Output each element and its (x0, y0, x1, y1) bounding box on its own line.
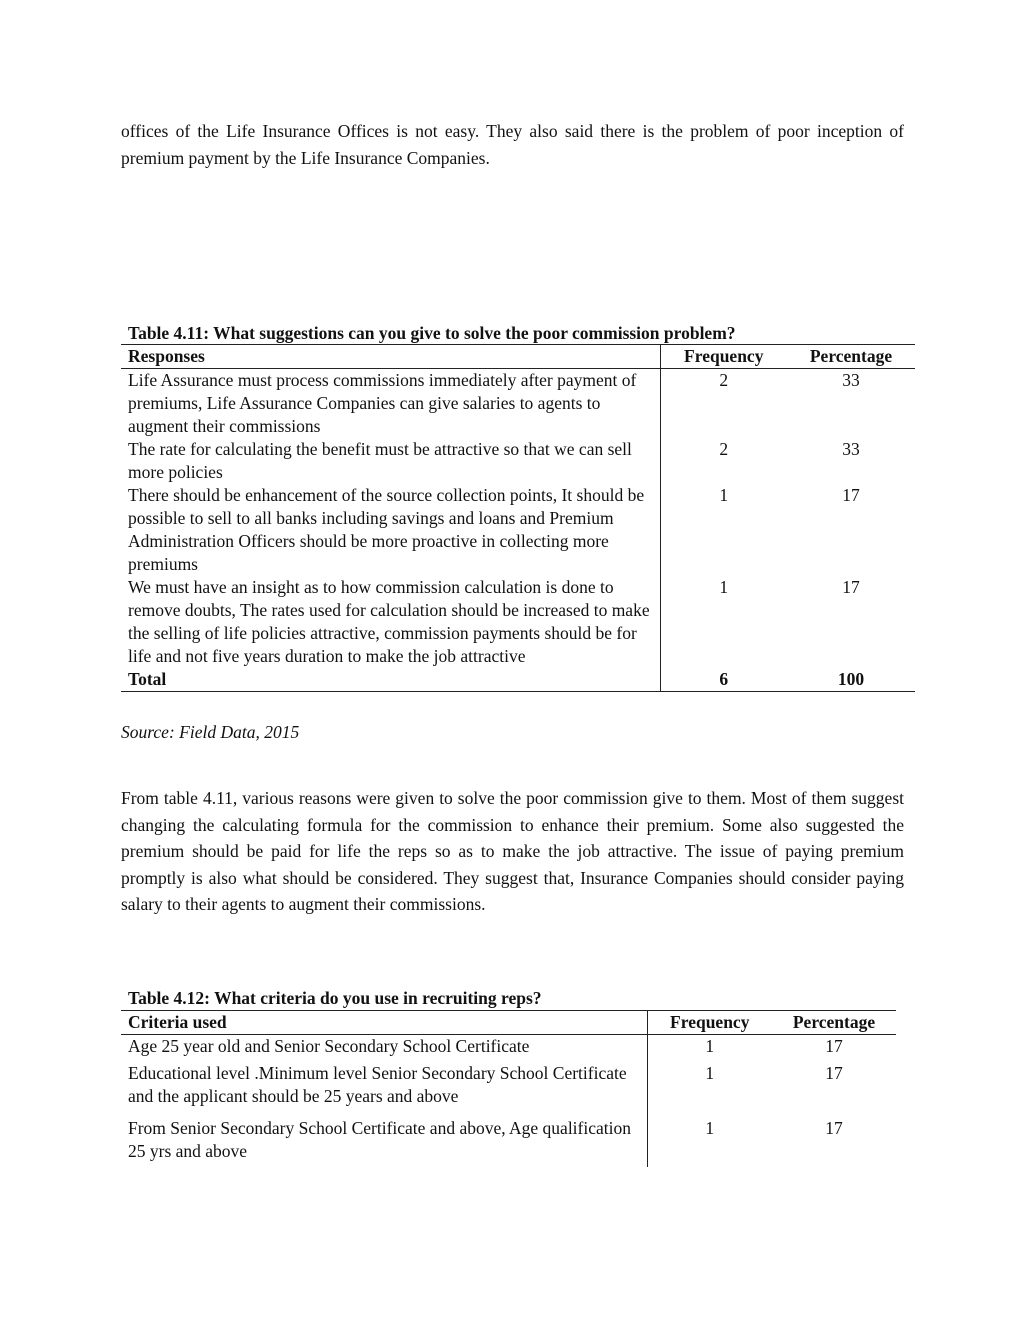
total-frequency: 6 (719, 669, 729, 689)
frequency-cell: 1 (705, 1036, 715, 1056)
percentage-cell: 17 (842, 577, 860, 597)
table-4-11 (121, 344, 915, 692)
table-header-row (121, 345, 915, 369)
response-cell: There should be enhancement of the source collection points, It should be possible to sell to all banks including savings and loans and Premium Administration Officers should be more proactive in collecting more premiums (121, 484, 660, 576)
percentage-cell: 17 (825, 1036, 843, 1056)
percentage-cell: 17 (825, 1118, 843, 1138)
table-4-11-caption: Table 4.11: What suggestions can you give to solve the poor commission problem? (128, 323, 736, 343)
table-row (121, 1058, 896, 1108)
table-row (121, 576, 915, 668)
criteria-cell: From Senior Secondary School Certificate and above, Age qualification 25 yrs and above (121, 1108, 647, 1167)
response-cell: The rate for calculating the benefit must be attractive so that we can sell more policies (121, 438, 660, 484)
header-percentage: Percentage (787, 345, 915, 369)
table-4-12 (121, 1010, 896, 1167)
frequency-cell: 1 (705, 1118, 715, 1138)
total-row (121, 668, 915, 692)
header-responses: Responses (121, 345, 660, 369)
percentage-cell: 33 (842, 370, 860, 390)
table-row (121, 369, 915, 439)
table-row (121, 438, 915, 484)
table-header-row (121, 1011, 896, 1035)
header-percentage: Percentage (772, 1011, 896, 1035)
frequency-cell: 1 (705, 1063, 715, 1083)
response-cell: Life Assurance must process commissions immediately after payment of premiums, Life Assurance Companies can give salaries to agents to augment their commissions (121, 369, 660, 439)
header-criteria: Criteria used (121, 1011, 647, 1035)
total-percentage: 100 (837, 669, 865, 689)
total-label: Total (121, 668, 660, 692)
table-row (121, 1108, 896, 1167)
percentage-cell: 17 (842, 485, 860, 505)
table-source: Source: Field Data, 2015 (121, 722, 300, 742)
frequency-cell: 2 (719, 439, 729, 459)
percentage-cell: 33 (842, 439, 860, 459)
percentage-cell: 17 (825, 1063, 843, 1083)
table-4-12-caption: Table 4.12: What criteria do you use in recruiting reps? (128, 988, 542, 1008)
frequency-cell: 1 (719, 485, 729, 505)
frequency-cell: 2 (719, 370, 729, 390)
frequency-cell: 1 (719, 577, 729, 597)
header-frequency: Frequency (660, 345, 787, 369)
paragraph-analysis: From table 4.11, various reasons were given to solve the poor commission give to them. Most of them suggest changing the calculating formula for the commission to enhance their premium. Some also suggested the premium should be paid for life the reps so as to make the job attractive. The issue of paying premium promptly is also what should be considered. They suggest that, Insurance Companies should consider paying salary to their agents to augment their commissions. (121, 788, 904, 914)
criteria-cell: Educational level .Minimum level Senior Secondary School Certificate and the applicant should be 25 years and above (121, 1058, 647, 1108)
criteria-cell: Age 25 year old and Senior Secondary School Certificate (121, 1035, 647, 1059)
table-row (121, 1035, 896, 1059)
header-frequency: Frequency (647, 1011, 772, 1035)
table-row (121, 484, 915, 576)
response-cell: We must have an insight as to how commission calculation is done to remove doubts, The rates used for calculation should be increased to make the selling of life policies attractive, commission payments should be for life and not five years duration to make the job attractive (121, 576, 660, 668)
paragraph-top: offices of the Life Insurance Offices is not easy. They also said there is the problem of poor inception of premium payment by the Life Insurance Companies. (121, 121, 904, 168)
